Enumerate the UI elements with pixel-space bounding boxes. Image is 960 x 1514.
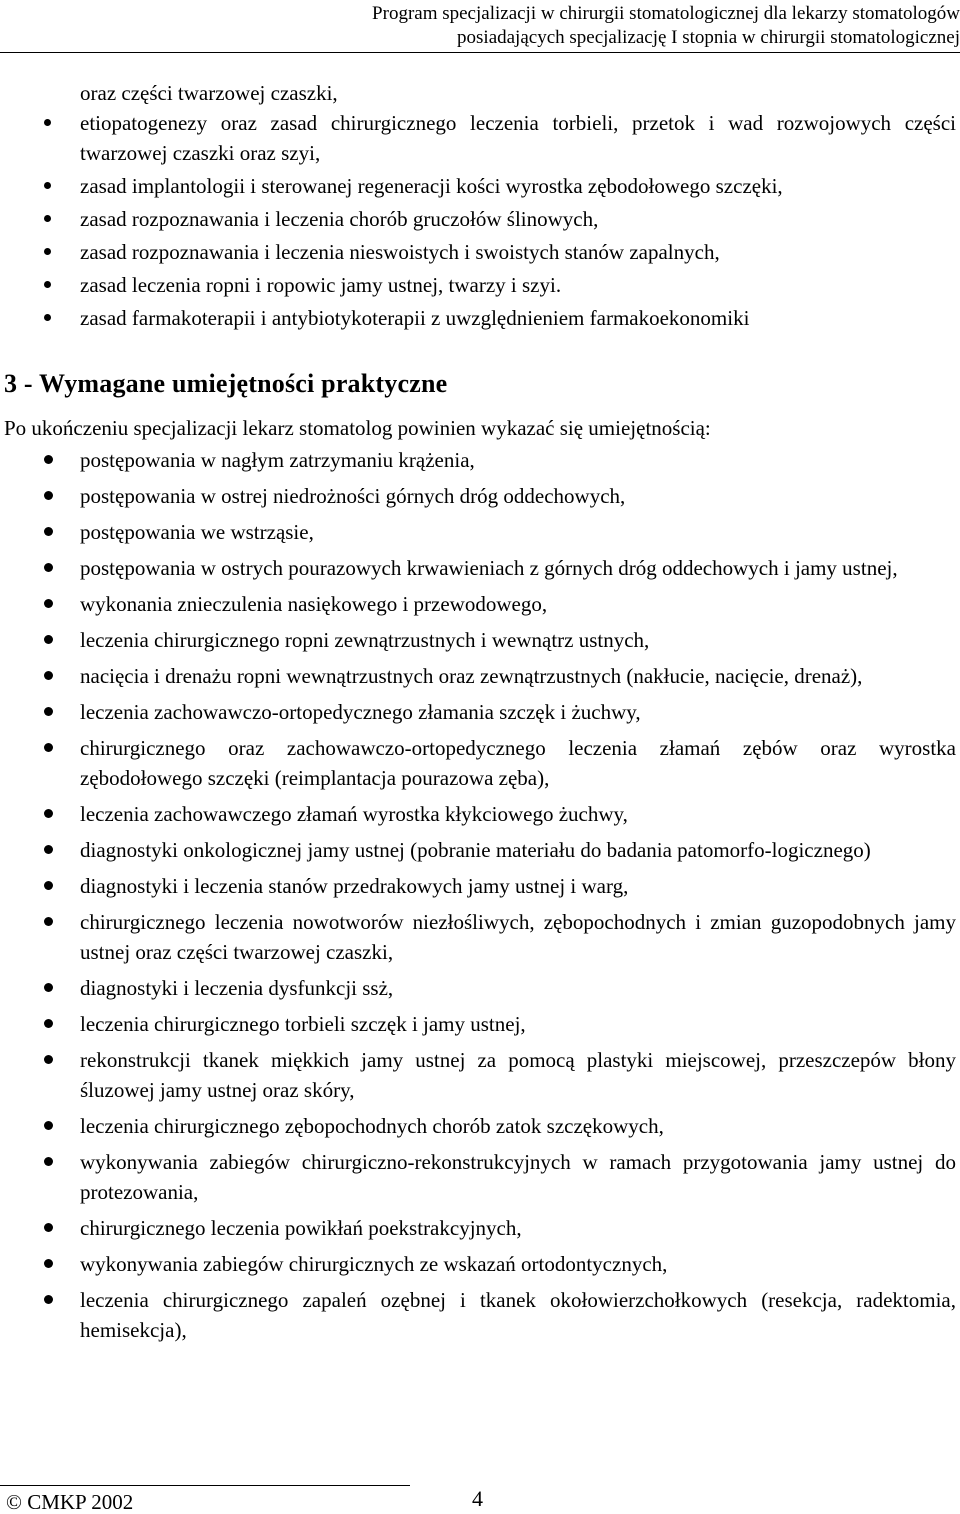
header-divider xyxy=(0,52,960,53)
list-item: wykonania znieczulenia nasiękowego i przewodowego, xyxy=(80,592,548,616)
page-header xyxy=(0,2,960,50)
footer-copyright: © CMKP 2002 xyxy=(6,1490,134,1514)
knowledge-list xyxy=(0,108,960,333)
skills-list xyxy=(0,445,960,1345)
footer-divider xyxy=(0,1485,410,1486)
list-item: diagnostyki i leczenia stanów przedrakowych jamy ustnej i warg, xyxy=(80,874,629,898)
list-item: zasad rozpoznawania i leczenia nieswoistych i swoistych stanów zapalnych, xyxy=(80,240,720,264)
list-item: zasad implantologii i sterowanej regeneracji kości wyrostka zębodołowego szczęki, xyxy=(80,174,783,198)
list-item: postępowania w nagłym zatrzymaniu krążenia, xyxy=(80,448,475,472)
list-item: diagnostyki onkologicznej jamy ustnej (pobranie materiału do badania patomorfo-logicznego) xyxy=(80,838,871,862)
list-item: postępowania w ostrych pourazowych krwawieniach z górnych dróg oddechowych i jamy ustnej, xyxy=(80,556,898,580)
list-item: wykonywania zabiegów chirurgiczno-rekonstrukcyjnych w ramach przygotowania jamy ustnej do protezowania, xyxy=(80,1150,956,1204)
section-heading: 3 - Wymagane umiejętności praktyczne xyxy=(4,369,448,398)
list-item: etiopatogenezy oraz zasad chirurgicznego leczenia torbieli, przetok i wad rozwojowych części twarzowej czaszki oraz szyi, xyxy=(80,111,956,165)
list-item: leczenia chirurgicznego ropni zewnątrzustnych i wewnątrz ustnych, xyxy=(80,628,650,652)
list-item: leczenia chirurgicznego torbieli szczęk i jamy ustnej, xyxy=(80,1012,526,1036)
list-item: leczenia zachowawczo-ortopedycznego złamania szczęk i żuchwy, xyxy=(80,700,641,724)
page-number: 4 xyxy=(472,1486,483,1511)
list-item: chirurgicznego leczenia nowotworów niezłośliwych, zębopochodnych i zmian guzopodobnych jamy ustnej oraz części twarzowej czaszki, xyxy=(80,910,956,964)
list-item: zasad leczenia ropni i ropowic jamy ustnej, twarzy i szyi. xyxy=(80,273,562,297)
list-item: postępowania w ostrej niedrożności górnych dróg oddechowych, xyxy=(80,484,626,508)
header-line-2: posiadających specjalizację I stopnia w chirurgii stomatologicznej xyxy=(457,27,960,48)
list-item: zasad rozpoznawania i leczenia chorób gruczołów ślinowych, xyxy=(80,207,599,231)
list-item: nacięcia i drenażu ropni wewnątrzustnych oraz zewnątrzustnych (nakłucie, nacięcie, drenaż), xyxy=(80,664,863,688)
list-item: chirurgicznego oraz zachowawczo-ortopedycznego leczenia złamań zębów oraz wyrostka zębodołowego szczęki (reimplantacja pourazowa zęba), xyxy=(80,736,956,790)
continuation-text: oraz części twarzowej czaszki, xyxy=(80,81,338,105)
page-content xyxy=(0,78,960,1351)
list-item: rekonstrukcji tkanek miękkich jamy ustnej za pomocą plastyki miejscowej, przeszczepów błony śluzowej jamy ustnej oraz skóry, xyxy=(80,1048,956,1102)
section-intro: Po ukończeniu specjalizacji lekarz stomatolog powinien wykazać się umiejętnością: xyxy=(4,416,711,440)
list-item: wykonywania zabiegów chirurgicznych ze wskazań ortodontycznych, xyxy=(80,1252,668,1276)
list-item: zasad farmakoterapii i antybiotykoterapii z uwzględnieniem farmakoekonomiki xyxy=(80,306,750,330)
list-item: leczenia chirurgicznego zębopochodnych chorób zatok szczękowych, xyxy=(80,1114,664,1138)
list-item: leczenia zachowawczego złamań wyrostka kłykciowego żuchwy, xyxy=(80,802,628,826)
list-item: postępowania we wstrząsie, xyxy=(80,520,314,544)
list-item: leczenia chirurgicznego zapaleń ozębnej i tkanek okołowierzchołkowych (resekcja, radektomia, hemisekcja), xyxy=(80,1288,956,1342)
list-item: chirurgicznego leczenia powikłań poekstrakcyjnych, xyxy=(80,1216,522,1240)
header-line-1: Program specjalizacji w chirurgii stomatologicznej dla lekarzy stomatologów xyxy=(372,3,960,24)
list-item: diagnostyki i leczenia dysfunkcji ssż, xyxy=(80,976,394,1000)
